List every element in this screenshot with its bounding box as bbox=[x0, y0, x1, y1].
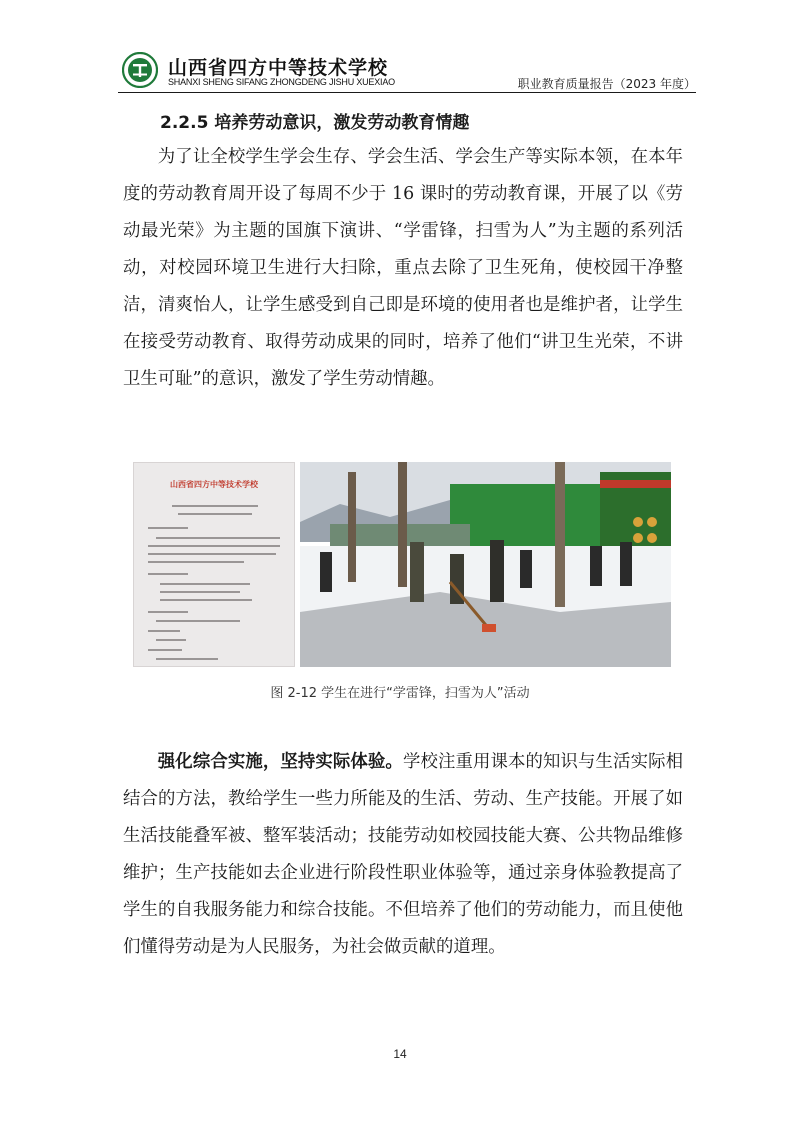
school-name-cn: 山西省四方中等技术学校 bbox=[168, 57, 389, 79]
document-text-line bbox=[160, 599, 252, 601]
header-divider bbox=[118, 92, 696, 93]
school-emblem-icon bbox=[122, 52, 158, 88]
section-heading: 2.2.5 培养劳动意识，激发劳动教育情趣 bbox=[160, 113, 470, 133]
document-text-line bbox=[148, 527, 188, 529]
paragraph-lead-bold: 强化综合实施，坚持实际体验。 bbox=[157, 752, 403, 772]
report-title: 职业教育质量报告（2023 年度） bbox=[517, 77, 696, 91]
document-text-line bbox=[148, 553, 276, 555]
document-text-line bbox=[172, 505, 258, 507]
document-text-line bbox=[148, 561, 244, 563]
figure-2-12 bbox=[133, 462, 671, 667]
document-text-line bbox=[148, 573, 188, 575]
document-text-line bbox=[156, 658, 218, 660]
document-text-line bbox=[160, 591, 240, 593]
body-paragraph-1: 为了让全校学生学会生存、学会生活、学会生产等实际本领，在本年度的劳动教育周开设了每周不少于 16 课时的劳动教育课，开展了以《劳动最光荣》为主题的国旗下演讲、“学雷锋，扫雪为人”为主题的系列活动，对校园环境卫生进行大扫除，重点去除了卫生死角，使校园干净整洁，清爽怡人，让学生感受到自己即是环境的使用者也是维护者，让学生在接受劳动教育、取得劳动成果的同时，培养了他们“讲卫生光荣，不讲卫生可耻”的意识，激发了学生劳动情趣。 bbox=[123, 147, 683, 389]
document-text-line bbox=[156, 620, 240, 622]
document-text-line bbox=[160, 583, 250, 585]
document-text-line bbox=[148, 649, 182, 651]
page-number: 14 bbox=[393, 1047, 407, 1061]
document-text-line bbox=[156, 639, 186, 641]
school-name-en: SHANXI SHENG SIFANG ZHONGDENG JISHU XUEXIAO bbox=[168, 77, 395, 87]
body-paragraph-2 bbox=[123, 744, 683, 966]
paragraph-body: 学校注重用课本的知识与生活实际相结合的方法，教给学生一些力所能及的生活、劳动、生产技能。开展了如生活技能叠军被、整军装活动；技能劳动如校园技能大赛、公共物品维修维护；生产技能如去企业进行阶段性职业体验等，通过亲身体验教提高了学生的自我服务能力和综合技能。不但培养了他们的劳动能力，而且使他们懂得劳动是为人民服务，为社会做贡献的道理。 bbox=[123, 752, 683, 957]
document-text-line bbox=[156, 537, 280, 539]
page-header bbox=[118, 48, 698, 96]
document-text-line bbox=[148, 630, 180, 632]
document-text-line bbox=[178, 513, 252, 515]
document-text-line bbox=[148, 611, 188, 613]
document-text-line bbox=[148, 545, 280, 547]
document-title: 山西省四方中等技术学校 bbox=[170, 480, 258, 489]
activity-notice-document-image bbox=[133, 462, 295, 667]
snow-sweeping-photo bbox=[300, 462, 671, 667]
figure-caption: 图 2-12 学生在进行“学雷锋，扫雪为人”活动 bbox=[270, 686, 530, 701]
